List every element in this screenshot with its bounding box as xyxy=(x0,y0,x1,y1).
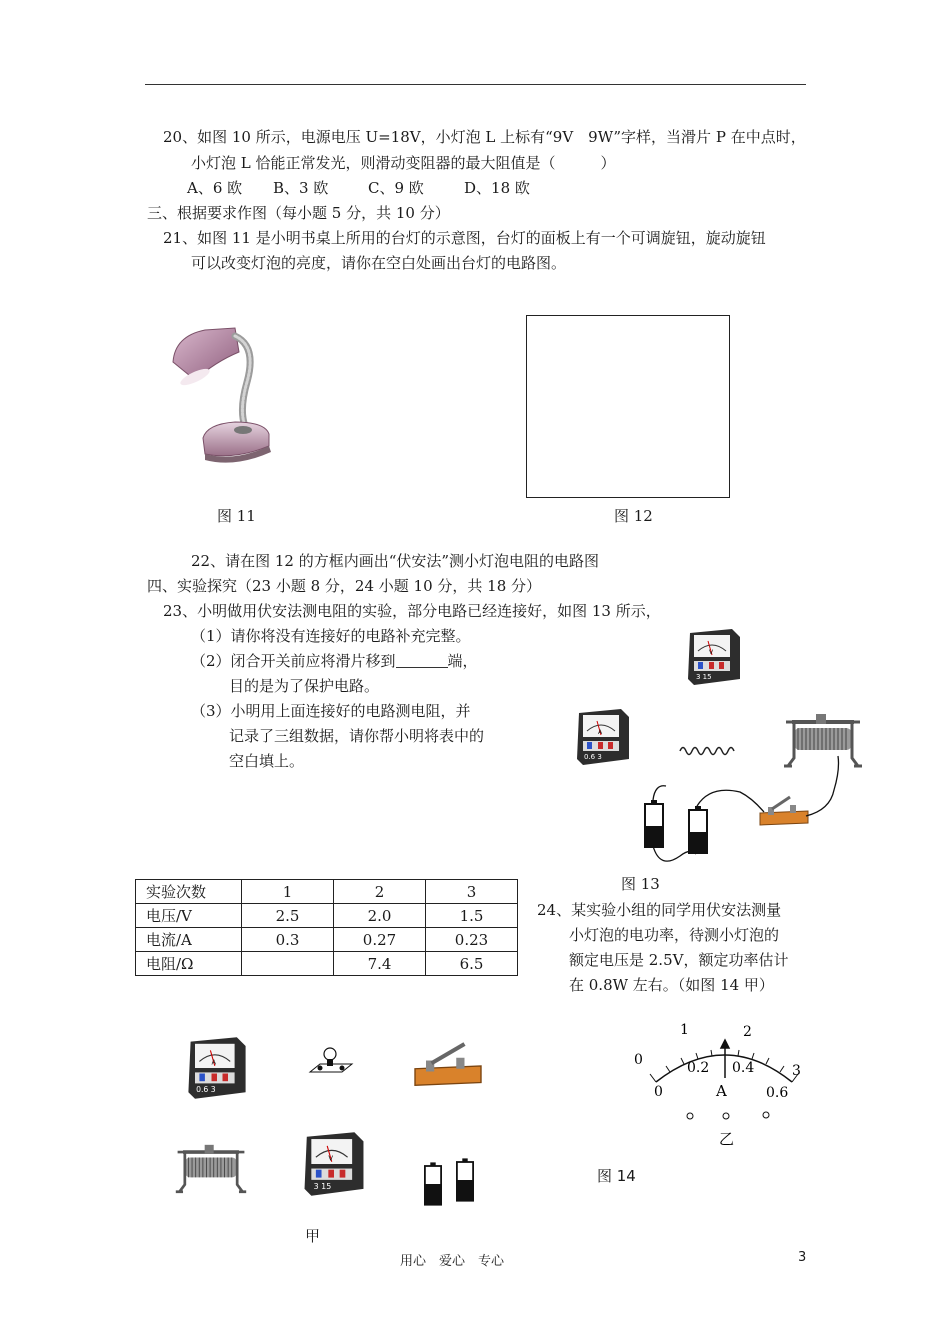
q23-sub3-line2: 记录了三组数据，请你帮小明将表中的 xyxy=(229,727,485,745)
table-cell: 电压/V xyxy=(136,904,242,928)
q20-option-c: C、9 欧 xyxy=(368,179,424,197)
fig14-lamp xyxy=(308,1046,354,1082)
page-number: 3 xyxy=(798,1250,807,1265)
table-header-cell: 实验次数 xyxy=(136,880,242,904)
table-row xyxy=(136,928,518,952)
table-cell: 0.27 xyxy=(334,928,426,952)
fig11-caption: 图 11 xyxy=(217,507,256,525)
fig14-label-yi: 乙 xyxy=(719,1130,735,1148)
dial-bottom-2: 0.4 xyxy=(732,1060,755,1076)
svg-text:A: A xyxy=(598,729,603,736)
q24-line3: 额定电压是 2.5V，额定功率估计 xyxy=(569,951,789,969)
fig14-caption: 图 14 xyxy=(597,1167,636,1185)
q20-option-b: B、3 欧 xyxy=(273,179,329,197)
q20-option-d: D、18 欧 xyxy=(464,179,530,197)
dial-bottom-1: 0.2 xyxy=(687,1060,710,1076)
data-table xyxy=(135,879,518,976)
table-header-cell: 1 xyxy=(242,880,334,904)
dial-bottom-0: 0 xyxy=(654,1084,663,1100)
q24-line2: 小灯泡的电功率，待测小灯泡的 xyxy=(569,926,780,944)
q23-sub1: （1）请你将没有连接好的电路补充完整。 xyxy=(191,627,471,645)
table-cell: 0.23 xyxy=(426,928,518,952)
dial-bottom-3: 0.6 xyxy=(766,1085,789,1101)
table-cell: 0.3 xyxy=(242,928,334,952)
section4-title: 四、实验探究（23 小题 8 分，24 小题 10 分，共 18 分） xyxy=(147,577,542,595)
q20-line1: 20、如图 10 所示，电源电压 U=18V，小灯泡 L 上标有“9V 9W”字样，当滑片 P 在中点时， xyxy=(163,128,806,146)
q23-sub3-line1: （3）小明用上面连接好的电路测电阻，并 xyxy=(191,702,471,720)
table-row xyxy=(136,904,518,928)
fig14-ammeter xyxy=(182,1035,252,1101)
fig14-rheostat xyxy=(174,1144,248,1198)
dial-unit: A xyxy=(716,1082,727,1100)
q21-line2: 可以改变灯泡的亮度，请你在空白处画出台灯的电路图。 xyxy=(191,254,567,272)
table-cell: 电流/A xyxy=(136,928,242,952)
fig13-ammeter-terminals: 0.6 3 xyxy=(584,753,602,761)
dial-top-3: 3 xyxy=(792,1063,801,1079)
table-cell: 7.4 xyxy=(334,952,426,976)
q24-line4: 在 0.8W 左右。（如图 14 甲） xyxy=(569,976,774,994)
q23-sub2-line2: 目的是为了保护电路。 xyxy=(229,677,380,695)
fig14-battery-2 xyxy=(456,1158,474,1202)
table-row xyxy=(136,952,518,976)
fig14-voltmeter-terminals: 3 15 xyxy=(313,1181,332,1191)
q21-line1: 21、如图 11 是小明书桌上所用的台灯的示意图，台灯的面板上有一个可调旋钮，旋动旋钮 xyxy=(163,229,766,247)
dial-top-0: 0 xyxy=(634,1052,643,1068)
svg-text:A: A xyxy=(211,1058,217,1067)
fig14-label-jia: 甲 xyxy=(305,1227,321,1245)
table-cell: 2.5 xyxy=(242,904,334,928)
fig13-caption: 图 13 xyxy=(621,875,660,893)
q20-option-a: A、6 欧 xyxy=(187,179,243,197)
fig12-caption: 图 12 xyxy=(614,507,653,525)
dial-top-2: 2 xyxy=(743,1024,752,1040)
footer-motto: 用心 爱心 专心 xyxy=(400,1254,505,1269)
table-header-cell: 3 xyxy=(426,880,518,904)
q23-sub2-text-b: 端， xyxy=(447,652,478,670)
table-answer-cell[interactable] xyxy=(242,952,334,976)
section3-title: 三、根据要求作图（每小题 5 分，共 10 分） xyxy=(147,204,450,222)
fig14-battery-1 xyxy=(424,1162,442,1206)
table-cell: 6.5 xyxy=(426,952,518,976)
fig14-ammeter-terminals: 0.6 3 xyxy=(196,1085,216,1095)
table-cell: 电阻/Ω xyxy=(136,952,242,976)
q23-intro: 23、小明做用伏安法测电阻的实验，部分电路已经连接好，如图 13 所示， xyxy=(163,602,661,620)
table-cell: 2.0 xyxy=(334,904,426,928)
svg-text:V: V xyxy=(328,1154,333,1163)
svg-text:V: V xyxy=(709,649,714,656)
fig13-voltmeter-terminals: 3 15 xyxy=(696,673,712,681)
table-header-row xyxy=(136,880,518,904)
dial-top-1: 1 xyxy=(680,1022,689,1038)
fig14-ammeter-dial xyxy=(630,1018,810,1148)
table-cell: 1.5 xyxy=(426,904,518,928)
q23-sub2-text-a: （2）闭合开关前应将滑片移到 xyxy=(191,652,396,670)
q24-line1: 24、某实验小组的同学用伏安法测量 xyxy=(537,901,782,919)
q22-text: 22、请在图 12 的方框内画出“伏安法”测小灯泡电阻的电路图 xyxy=(191,552,600,570)
q20-line2: 小灯泡 L 恰能正常发光，则滑动变阻器的最大阻值是（ ） xyxy=(191,154,616,172)
fig14-switch xyxy=(412,1044,484,1088)
table-header-cell: 2 xyxy=(334,880,426,904)
fig14-voltmeter xyxy=(298,1130,370,1198)
q23-sub3-line3: 空白填上。 xyxy=(229,752,305,770)
